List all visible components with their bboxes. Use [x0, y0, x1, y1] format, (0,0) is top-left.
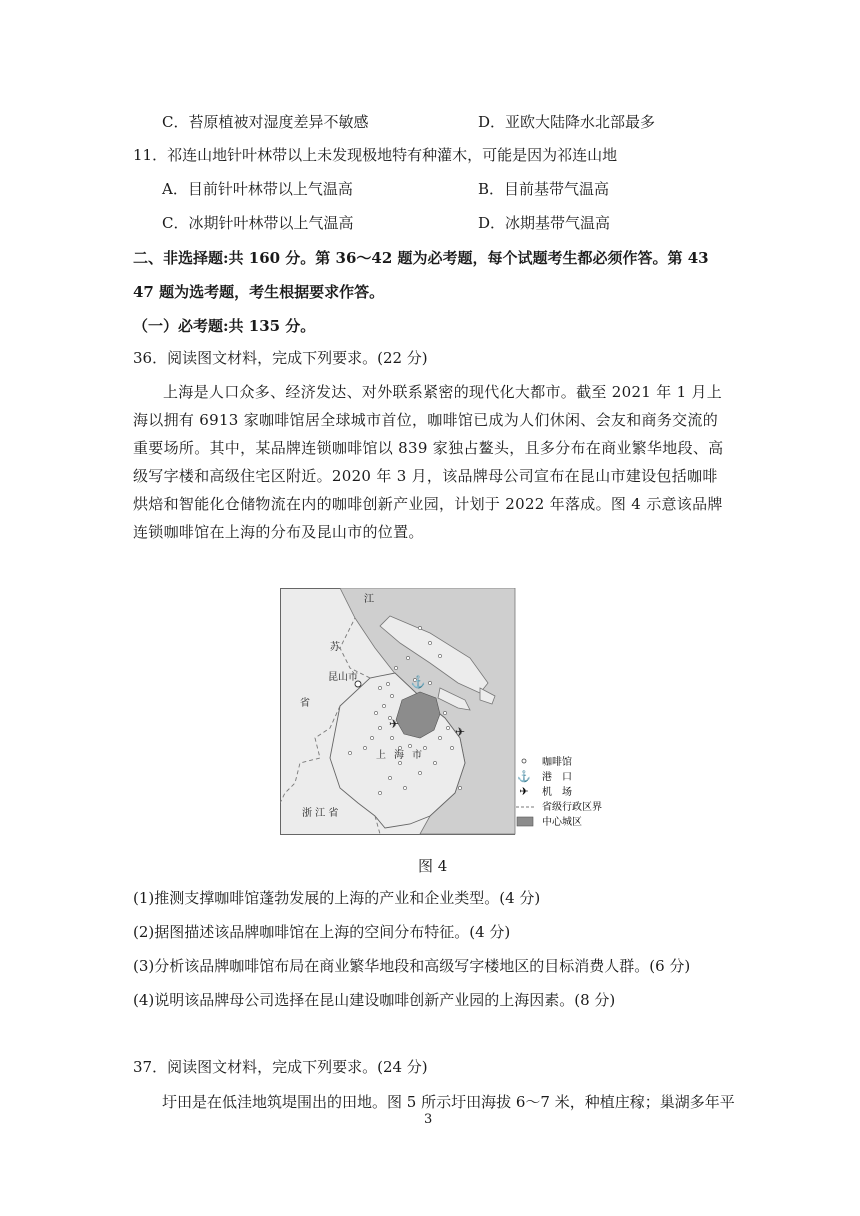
- legend-cafe-icon: [522, 759, 526, 763]
- port-icon: ⚓: [410, 675, 426, 689]
- q11-option-c: C．冰期针叶林带以上气温高: [162, 214, 354, 232]
- q36-question-3: (3)分析该品牌咖啡馆布局在商业繁华地段和高级写字楼地区的目标消费人群。(6 分): [133, 957, 691, 975]
- legend-port-label: 港 口: [542, 772, 572, 783]
- label-su: 苏: [330, 642, 340, 653]
- section2-heading-line1: 二、非选择题:共 160 分。第 36～42 题为必考题，每个试题考生都必须作答。第 43: [133, 249, 709, 267]
- legend-airport-icon: ✈: [519, 785, 529, 798]
- q36-question-2: (2)据图描述该品牌咖啡馆在上海的空间分布特征。(4 分): [133, 923, 511, 941]
- q11-option-a: A．目前针叶林带以上气温高: [162, 180, 353, 198]
- q11-option-d: D．冰期基带气温高: [478, 214, 611, 232]
- label-shanghai-3: 市: [412, 750, 422, 761]
- section2-subheading: （一）必考题:共 135 分。: [133, 317, 316, 335]
- label-shanghai-1: 上: [376, 750, 386, 761]
- legend-cafe-label: 咖啡馆: [542, 757, 572, 768]
- legend-boundary-label: 省级行政区界: [542, 802, 602, 813]
- legend-port-icon: ⚓: [517, 770, 531, 783]
- q37-stem: 37．阅读图文材料，完成下列要求。(24 分): [133, 1058, 428, 1076]
- q10-option-d: D．亚欧大陆降水北部最多: [478, 113, 656, 131]
- label-jiang: 江: [364, 594, 374, 605]
- map-legend: [516, 755, 602, 828]
- page-number: 3: [424, 1112, 433, 1127]
- q36-paragraph: 上海是人口众多、经济发达、对外联系紧密的现代化大都市。截至 2021 年 1 月上海以拥有 6913 家咖啡馆居全球城市首位，咖啡馆已成为人们休闲、会友和商务交流的重要场所。其中，某品牌连锁咖啡馆以 839 家独占鳌头，且多分布在商业繁华地段、高级写字楼和高级住宅区附近。2020 年 3 月，该品牌母公司宣布在昆山市建设包括咖啡烘焙和智能化仓储物流在内的咖啡创新产业园，计划于 2022 年落成。图 4 示意该品牌连锁咖啡馆在上海的分布及昆山市的位置。: [133, 383, 724, 541]
- section2-heading-line2: 47 题为选考题，考生根据要求作答。: [133, 283, 385, 301]
- q36-question-4: (4)说明该品牌母公司选择在昆山建设咖啡创新产业园的上海因素。(8 分): [133, 991, 616, 1009]
- q11-option-b: B．目前基带气温高: [478, 180, 610, 198]
- airport-icon: ✈: [454, 725, 466, 739]
- q37-paragraph: 圩田是在低洼地筑堤围出的田地。图 5 所示圩田海拔 6～7 米，种植庄稼；巢湖多年平: [162, 1093, 735, 1111]
- q36-stem: 36．阅读图文材料，完成下列要求。(22 分): [133, 349, 428, 367]
- airport-icon: ✈: [388, 717, 400, 731]
- shanghai-map: [280, 588, 610, 836]
- q36-question-1: (1)推测支撑咖啡馆蓬勃发展的上海的产业和企业类型。(4 分): [133, 889, 541, 907]
- legend-center-label: 中心城区: [542, 817, 582, 828]
- label-sheng: 省: [300, 698, 310, 709]
- q10-option-c: C．苔原植被对湿度差异不敏感: [162, 113, 369, 131]
- label-kunshan: 昆山市: [328, 672, 358, 683]
- label-zhejiang: 浙 江 省: [302, 808, 339, 819]
- map-figure-4: [280, 588, 610, 836]
- legend-center-icon: [517, 817, 533, 826]
- q11-stem: 11．祁连山地针叶林带以上未发现极地特有种灌木，可能是因为祁连山地: [133, 146, 618, 164]
- legend-airport-label: 机 场: [542, 787, 572, 798]
- label-shanghai-2: 海: [394, 750, 404, 761]
- figure-caption: 图 4: [418, 857, 448, 875]
